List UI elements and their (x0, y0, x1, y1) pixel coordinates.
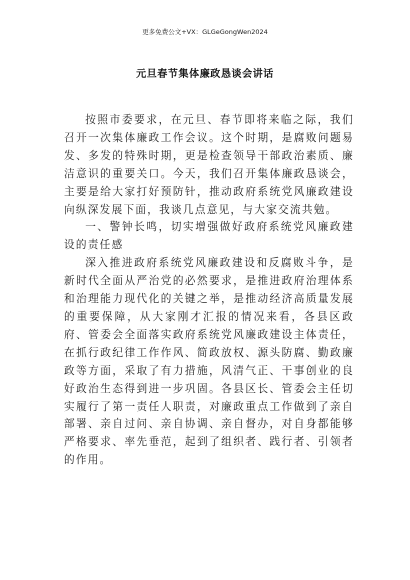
paragraph-section-1: 深入推进政府系统党风廉政建设和反腐败斗争，是新时代全面从严治党的必然要求，是推进政府治理体系和治理能力现代化的关键之举，是推动经济高质量发展的重要保障，从大家刚才汇报的情况来看，各县区政府、管委会全面落实政府系统党风廉政建设主体责任，在抓行政纪律工作作风、简政放权、源头防腐、勤政廉政等方面，采取了有力措施，风清气正、干事创业的良好政治生态得到进一步巩固。各县区长、管委会主任切实履行了第一责任人职责，对廉政重点工作做到了亲自部署、亲自过问、亲自协调、亲自督办，对自身都能够严格要求、率先垂范，起到了组织者、践行者、引领者的作用。 (64, 257, 354, 467)
section-heading-1: 一、警钟长鸣，切实增强做好政府系统党风廉政建设的责任感 (64, 221, 354, 252)
header-note: 更多免费公文+VX：GLGeGongWen2024 (142, 28, 268, 36)
document-body (64, 112, 354, 470)
paragraph-intro: 按照市委要求，在元旦、春节即将来临之际，我们召开一次集体廉政工作会议。这个时期，是腐败问题易发、多发的特殊时期，更是检查领导干部政治素质、廉洁意识的重要关口。今天，我们召开集体廉政恳谈会，主要是给大家打好预防针，推动政府系统党风廉政建设向纵深发展下面，我谈几点意见，与大家交流共勉。 (64, 114, 354, 216)
document-title: 元旦春节集体廉政恳谈会讲话 (136, 69, 274, 80)
